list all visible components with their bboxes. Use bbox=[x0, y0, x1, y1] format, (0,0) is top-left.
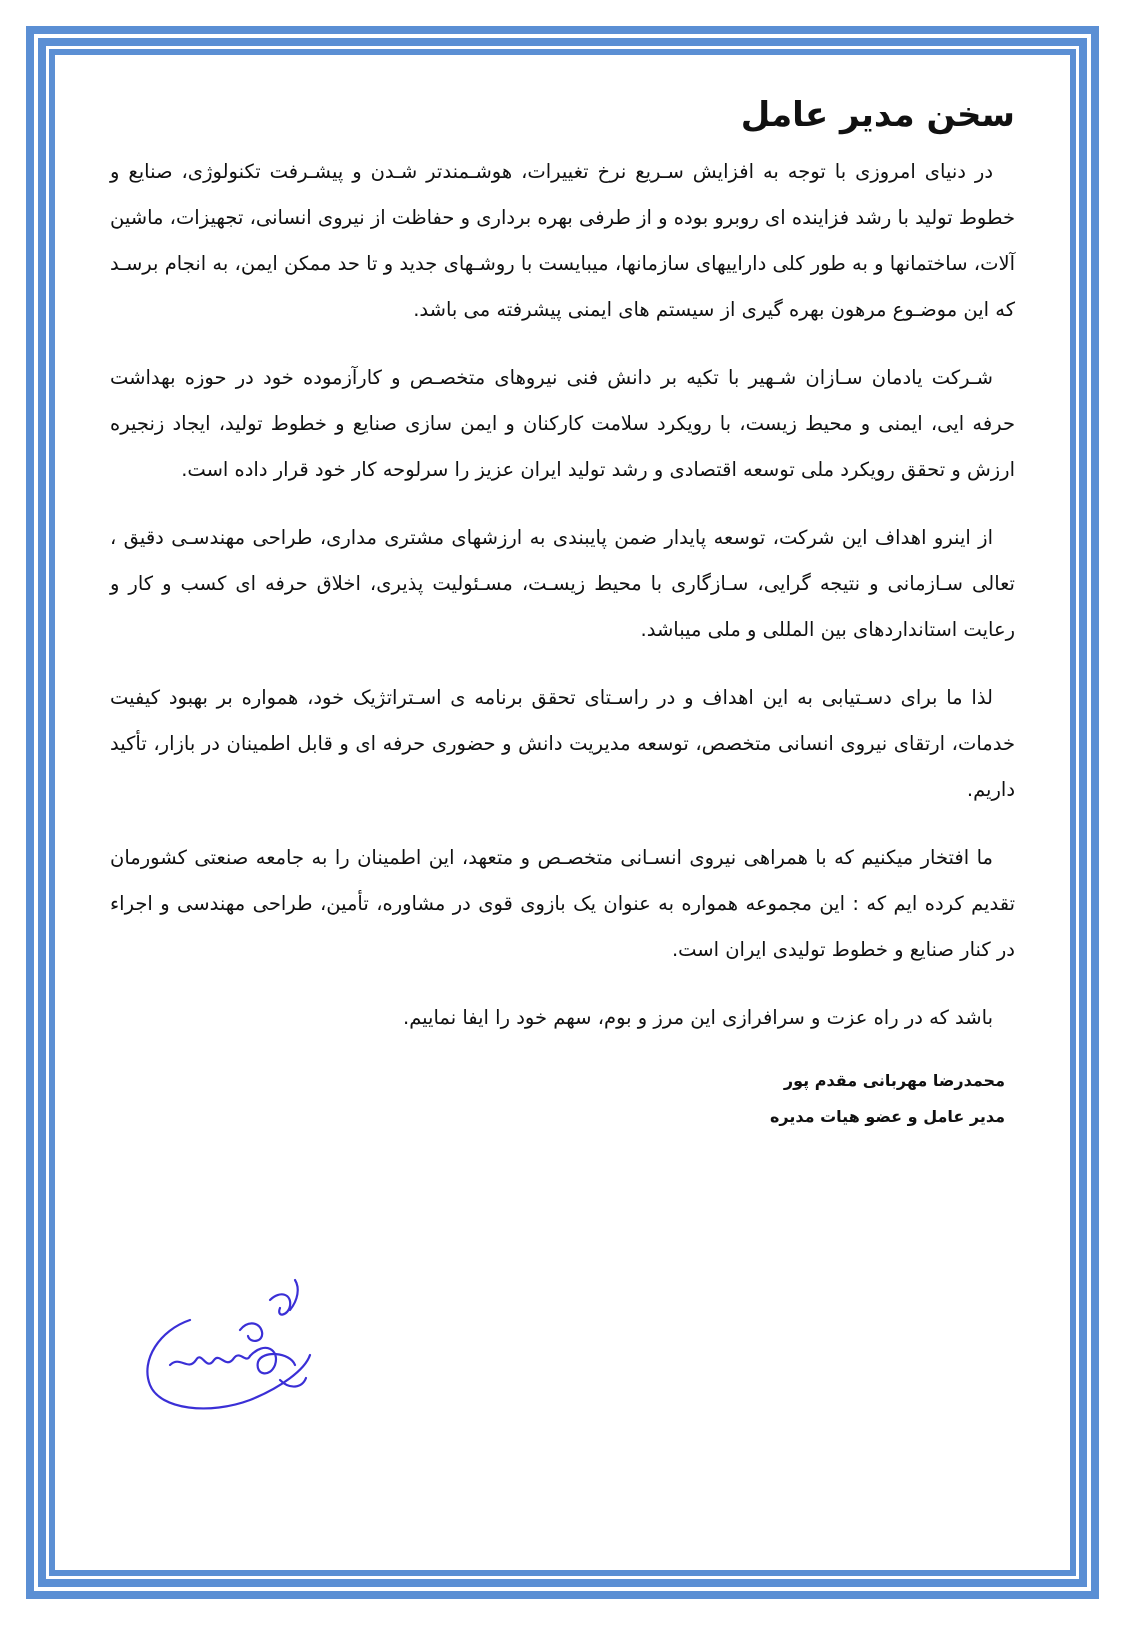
paragraph-6: باشد که در راه عزت و سرافرازی این مرز و بوم، سهم خود را ایفا نماییم. bbox=[403, 1006, 993, 1029]
signature-block bbox=[110, 1063, 1015, 1135]
paragraph-4: لذا ما برای دسـتیابی به این اهداف و در راسـتای تحقق برنامه ی اسـتراتژیک خود، همواره بر بهبود کیفیت خدمات، ارتقای نیروی انسانی متخصص، توسعه مدیریت دانش و حضوری حرفه ای و قابل اطمینان در بازار، تأکید داریم. bbox=[110, 686, 1015, 801]
letter-page bbox=[55, 55, 1070, 1570]
page-title: سخن مدیر عامل bbox=[740, 95, 1015, 135]
letter-content bbox=[110, 95, 1015, 1135]
signatory-name: محمدرضا مهربانی مقدم پور bbox=[783, 1071, 1005, 1090]
paragraph-2: شـرکت یادمان سـازان شـهیر با تکیه بر دانش فنی نیروهای متخصـص و کارآزموده خود در حوزه بهداشت حرفه ایی، ایمنی و محیط زیست، با رویکرد سلامت کارکنان و ایمن سازی صنایع و خطوط تولید، ایجاد زنجیره ارزش و تحقق رویکرد ملی توسعه اقتصادی و رشد تولید ایران عزیز را سرلوحه کار خود قرار داده است. bbox=[110, 366, 1015, 481]
paragraph-1: در دنیای امروزی با توجه به افزایش سـریع نرخ تغییرات، هوشـمندتر شـدن و پیشـرفت تکنولوژی، صنایع و خطوط تولید با رشد فزاینده ای روبرو بوده و از طرفی بهره برداری و حفاظت از نیروی انسانی، تجهیزات، ماشین آلات، ساختمانها و به طور کلی داراییهای سازمانها، میبایست با روشـهای جدید و تا حد ممکن ایمن، به انجام برسـد که این موضـوع مرهون بهره گیری از سیستم های ایمنی پیشرفته می باشد. bbox=[110, 160, 1015, 321]
paragraph-5: ما افتخار میکنیم که با همراهی نیروی انسـانی متخصـص و متعهد، این اطمینان را به جامعه صنعتی کشورمان تقدیم کرده ایم که : این مجموعه همواره به عنوان یک بازوی قوی در مشاوره، تأمین، طراحی مهندسی و اجراء در کنار صنایع و خطوط تولیدی ایران است. bbox=[110, 846, 1015, 961]
handwritten-signature bbox=[130, 1260, 330, 1420]
paragraph-3: از اینرو اهداف این شرکت، توسعه پایدار ضمن پایبندی به ارزشهای مشتری مداری، طراحی مهندسـی دقیق ، تعالی سـازمانی و نتیجه گرایی، سـازگاری با محیط زیسـت، مسـئولیت پذیری، اخلاق حرفه ای کسب و کار و رعایت استانداردهای بین المللی و ملی میباشد. bbox=[110, 526, 1015, 641]
signatory-position: مدیر عامل و عضو هیات مدیره bbox=[769, 1107, 1005, 1126]
